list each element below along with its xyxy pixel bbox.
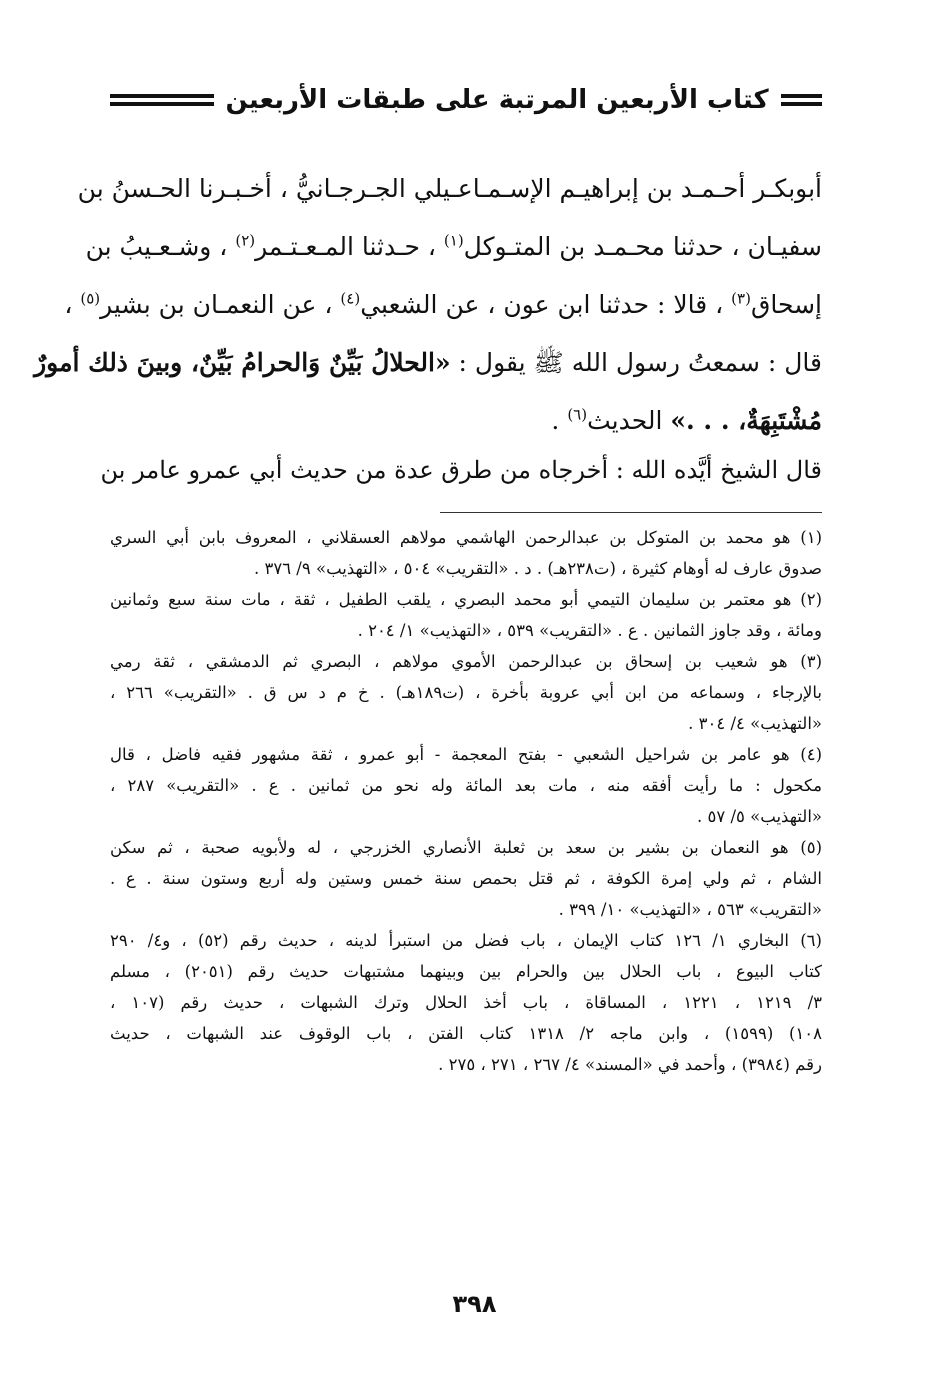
footnote-ref-3: (٣) (731, 289, 751, 308)
footnote-ref-6: (٦) (567, 405, 588, 424)
main-line-3: إسحاق$^{(٣)}$ ، قالا : حدثنا ابن عون ، عن الشعبي$^{(٤)}$ ، عن النعمـان بن بشير$^{(٥)}$ ، (64, 289, 822, 319)
running-header-title: كتاب الأربعين المرتبة على طبقات الأربعين (225, 85, 769, 115)
footnote-ref-1: (١) (443, 231, 464, 250)
running-header (110, 78, 822, 122)
footnote-ref-5: (٥) (80, 289, 101, 308)
main-line-2: سفيـان ، حدثنا محـمـد بن المتـوكل$^{(١)}$ ، حـدثنا المـعـتـمر$^{(٢)}$ ، وشـعـيبُ بن (85, 231, 822, 261)
hadith-text-end: مُشْتَبِهَةٌ، . . .» (670, 406, 822, 435)
main-line-1: أبوبكـر أحـمـد بن إبراهيـم الإسـمـاعـيلي الجـرجـانيُّ ، أخـبـرنا الحـسنُ بن (77, 174, 822, 203)
footnote-ref-2: (٢) (235, 231, 256, 250)
closing-line: قال الشيخ أيَّده الله : أخرجاه من طرق عدة من حديث أبي عمرو عامر بن (100, 456, 822, 484)
hadith-text: «الحلالُ بَيِّنٌ وَالحرامُ بَيِّنٌ، وبينَ ذلك أمورٌ (34, 348, 451, 377)
header-rule-left (110, 94, 214, 106)
main-line-5: مُشْتَبِهَةٌ، . . .» الحديث$^{(٦)}$ . (551, 405, 822, 435)
header-rule-right (781, 94, 822, 106)
footnote-2: (٢) هو معتمر بن سليمان التيمي أبو محمد البصري ، يلقب الطفيل ، ثقة ، مات سنة سبع وثمانين ومائة ، وقد جاوز الثمانين . ع . «التقريب» ٥٣٩ ، «التهذيب» ١/ ٢٠٤ . (110, 590, 822, 640)
footnote-separator (440, 512, 822, 513)
main-text (34, 160, 822, 450)
footnote-4: (٤) هو عامر بن شراحيل الشعبي - بفتح المعجمة - أبو عمرو ، ثقة مشهور فقيه فاضل ، قال مكحول : ما رأيت أفقه منه ، مات بعد المائة وله نحو من ثمانين . ع . «التقريب» ٢٨٧ ، «التهذيب» ٥/ ٥٧ . (110, 745, 822, 826)
page-number: ٣٩٨ (452, 1290, 497, 1318)
footnote-6: (٦) البخاري ١/ ١٢٦ كتاب الإيمان ، باب فضل من استبرأ لدينه ، حديث رقم (٥٢) ، و٤/ ٢٩٠ كتاب البيوع ، باب الحلال بين والحرام بين وبينهما مشتبهات حديث رقم (٢٠٥١) ، مسلم ٣/ ١٢١٩ ، ١٢٢١ ، المساقاة ، باب أخذ الحلال وترك الشبهات ، حديث رقم (١٠٧ ، ١٠٨) (١٥٩٩) ، وابن ماجه ٢/ ١٣١٨ كتاب الفتن ، باب الوقوف عند الشبهات ، حديث رقم (٣٩٨٤) ، وأحمد في «المسند» ٤/ ٢٦٧ ، ٢٧١ ، ٢٧٥ . (110, 931, 823, 1074)
main-line-4: قال : سمعتُ رسول الله ﷺ يقول : «الحلالُ بَيِّنٌ وَالحرامُ بَيِّنٌ، وبينَ ذلك أمورٌ (34, 348, 822, 377)
footnote-ref-4: (٤) (340, 289, 361, 308)
footnote-1: (١) هو محمد بن المتوكل بن عبدالرحمن الهاشمي مولاهم العسقلاني ، المعروف بابن أبي السري صدوق عارف له أوهام كثيرة ، (ت٢٣٨هـ) . د . «التقريب» ٥٠٤ ، «التهذيب» ٩/ ٣٧٦ . (110, 528, 822, 578)
footnote-5: (٥) هو النعمان بن بشير بن سعد بن ثعلبة الأنصاري الخزرجي ، له ولأبويه صحبة ، ثم سكن الشام ، ثم ولي إمرة الكوفة ، ثم قتل بحمص سنة خمس وستين وله أربع وستون سنة . ع . «التقريب» ٥٦٣ ، «التهذيب» ١٠/ ٣٩٩ . (110, 838, 822, 919)
footnote-3: (٣) هو شعيب بن إسحاق بن عبدالرحمن الأموي مولاهم ، البصري ثم الدمشقي ، ثقة رمي بالإرجاء ، وسماعه من ابن أبي عروبة بأخرة ، (ت١٨٩هـ) . خ م د س ق . «التقريب» ٢٦٦ ، «التهذيب» ٤/ ٣٠٤ . (110, 652, 822, 733)
footnotes (110, 522, 822, 1080)
